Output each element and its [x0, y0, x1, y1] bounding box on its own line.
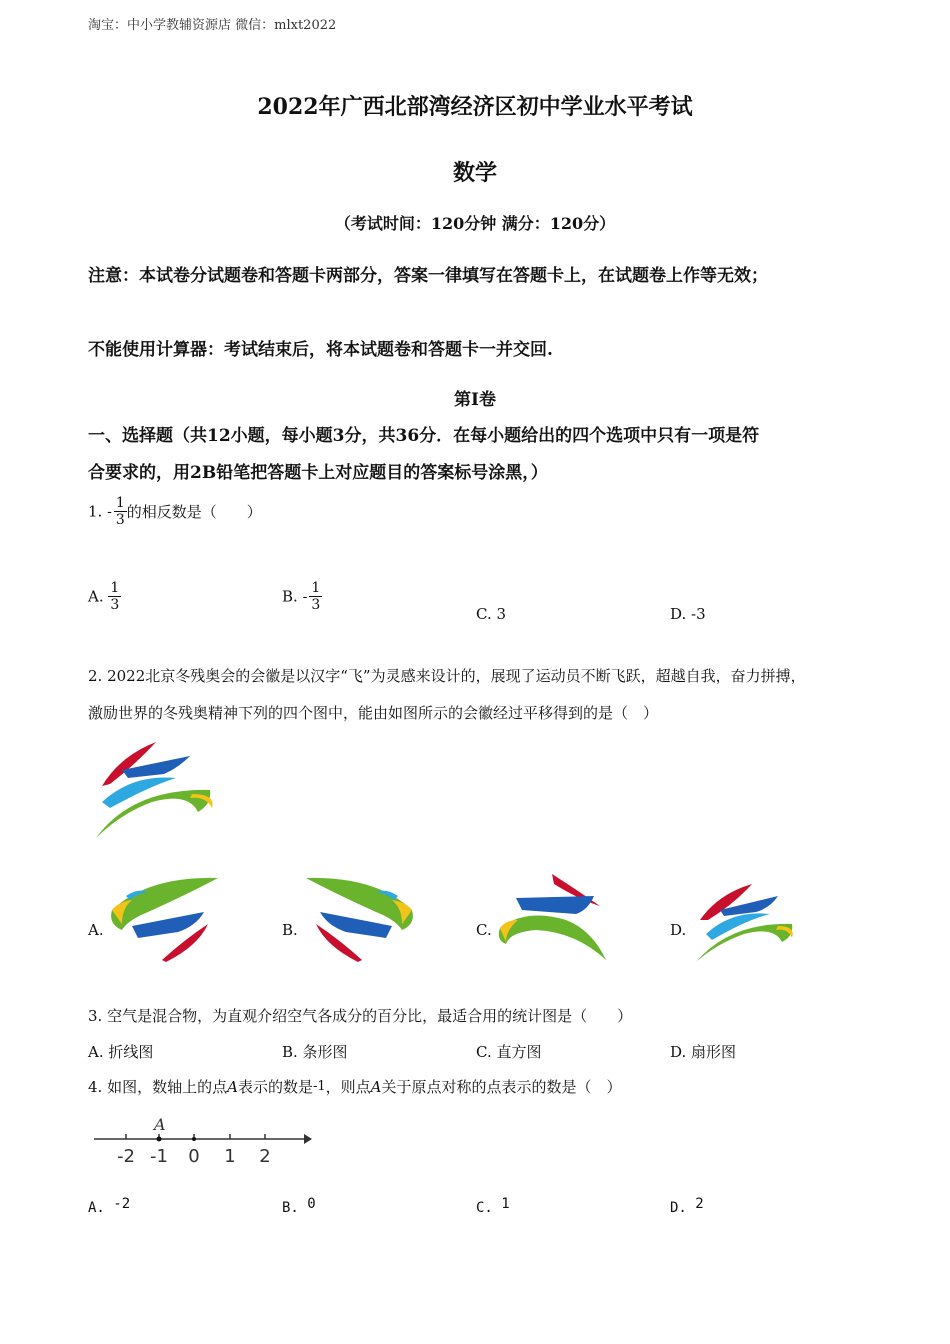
tick-label-minus-2: -2 [117, 1146, 135, 1167]
q1-sign: - [107, 503, 112, 520]
q3-option-a: A. 折线图 [88, 1043, 154, 1061]
q4-text-before: 4. 如图，数轴上的点 [88, 1078, 228, 1096]
tick-label-0: 0 [188, 1146, 200, 1167]
q2-option-c-image [496, 870, 608, 962]
q2-option-c-label: C. [476, 921, 492, 939]
q1-numerator: 1 [115, 495, 125, 511]
q2-option-a-label: A. [88, 921, 104, 939]
number-line-figure [92, 1112, 316, 1170]
section-line-1: 一、选择题（共12小题，每小题3分，共36分．在每小题给出的四个选项中只有一项是符 [88, 426, 760, 446]
q4-option-a [88, 1196, 130, 1216]
exam-subject: 数学 [452, 160, 497, 186]
q4-option-d [670, 1196, 704, 1216]
q4-value: -1 [312, 1079, 326, 1094]
q4-option-c-value: 1 [501, 1196, 510, 1212]
origin-dot [192, 1137, 196, 1141]
tick-label-2: 2 [259, 1146, 271, 1167]
q2-option-b-image [304, 874, 416, 964]
q1-a-numerator: 1 [110, 580, 120, 596]
q4-option-d-label: D. [670, 1200, 687, 1216]
q1-b-numerator: 1 [311, 580, 321, 596]
exam-info: （考试时间：120分钟 满分：120分） [334, 214, 616, 233]
q4-option-d-value: 2 [695, 1196, 704, 1212]
volume-heading: 第Ⅰ卷 [454, 390, 496, 410]
q1-option-c: C. 3 [476, 605, 507, 623]
q1-option-a [88, 580, 121, 613]
q1-text: 的相反数是（ ） [126, 503, 262, 521]
q1-b-denominator: 3 [311, 597, 321, 613]
q1-number: 1. [88, 502, 103, 521]
question-1 [88, 495, 262, 528]
tick-label-1: 1 [224, 1146, 236, 1167]
q4-point-name: A [227, 1078, 238, 1096]
q1-fraction [114, 495, 127, 528]
point-a-label: A [154, 1115, 166, 1134]
paralympic-emblem-image [92, 738, 220, 842]
q4-option-c-label: C. [476, 1200, 493, 1216]
q1-option-b [282, 580, 322, 613]
q2-line-1: 2. 2022北京冬残奥会的会徽是以汉字“飞”为灵感来设计的，展现了运动员不断飞跃，超越自我，奋力拼搏， [88, 667, 806, 685]
q1-a-denominator: 3 [110, 597, 120, 613]
page-header: 淘宝：中小学教辅资源店 微信：mlxt2022 [88, 18, 337, 33]
q4-text-mid: 表示的数是 [237, 1078, 313, 1096]
q3-option-b: B. 条形图 [282, 1043, 348, 1061]
q3-option-d: D. 扇形图 [670, 1043, 737, 1061]
q4-option-a-value: -2 [113, 1196, 131, 1212]
q2-option-b-label: B. [282, 921, 298, 939]
q1-denominator: 3 [115, 512, 125, 528]
q4-option-a-label: A. [88, 1200, 105, 1216]
q4-option-b-label: B. [282, 1200, 299, 1216]
q3-option-c: C. 直方图 [476, 1043, 542, 1061]
point-a-dot [157, 1137, 162, 1142]
q4-text-after: 关于原点对称的点表示的数是（ ） [381, 1078, 622, 1096]
q1-option-b-fraction [309, 580, 322, 613]
q4-text-mid2: ，则点 [325, 1078, 371, 1096]
q2-option-d-image [692, 880, 796, 964]
section-line-2: 合要求的，用2B铅笔把答题卡上对应题目的答案标号涂黑，） [88, 463, 548, 483]
q1-option-a-fraction [108, 580, 121, 613]
q1-option-b-sign: - [302, 588, 308, 605]
q4-point-name-2: A [370, 1078, 382, 1096]
notice-line-1: 注意：本试卷分试题卷和答题卡两部分，答案一律填写在答题卡上，在试题卷上作等无效； [88, 266, 768, 286]
q2-option-a-image [108, 874, 220, 964]
q4-text [88, 1076, 622, 1097]
number-line-arrow-icon [304, 1134, 312, 1144]
q1-option-a-label: A. [88, 587, 104, 606]
q4-option-b [282, 1196, 316, 1216]
q4-option-c [476, 1196, 510, 1216]
q1-option-b-label: B. [282, 587, 298, 606]
exam-title: 2022年广西北部湾经济区初中学业水平考试 [257, 94, 693, 120]
q3-text: 3. 空气是混合物，为直观介绍空气各成分的百分比，最适合用的统计图是（ ） [88, 1007, 633, 1025]
q4-option-b-value: 0 [307, 1196, 316, 1212]
tick-label-minus-1: -1 [150, 1146, 168, 1167]
q2-option-d-label: D. [670, 921, 687, 939]
notice-line-2: 不能使用计算器：考试结束后，将本试题卷和答题卡一并交回. [88, 340, 553, 360]
q1-option-d: D. -3 [670, 605, 706, 623]
q2-line-2: 激励世界的冬残奥精神下列的四个图中，能由如图所示的会徽经过平移得到的是（ ） [88, 704, 659, 722]
